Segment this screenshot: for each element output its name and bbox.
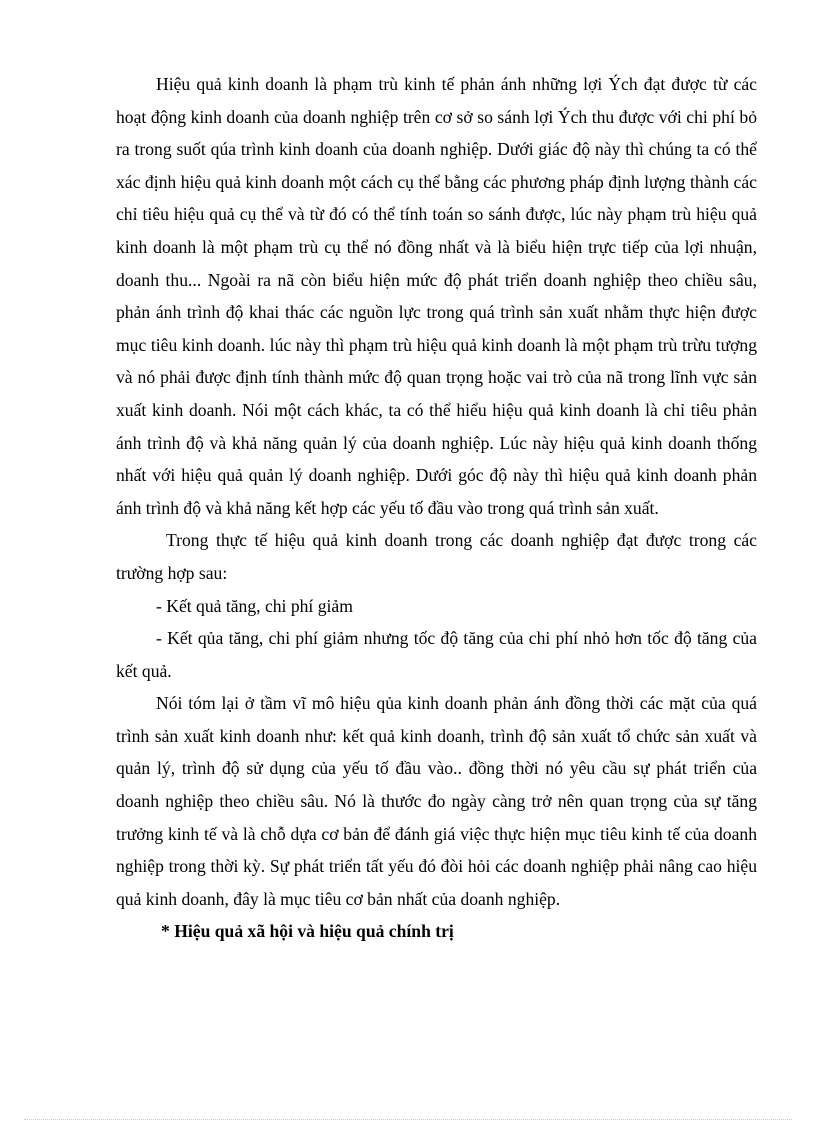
list-item: - Kết quả tăng, chi phí giảm bbox=[156, 595, 353, 616]
page-bottom-border bbox=[24, 1119, 792, 1120]
list-item: - Kết qủa tăng, chi phí giảm nhưng tốc độ tăng của chi phí nhỏ hơn tốc độ tăng của kết quả. bbox=[116, 628, 757, 681]
document-body bbox=[116, 68, 757, 948]
paragraph-business-efficiency-definition: Hiệu quả kinh doanh là phạm trù kinh tế phản ánh những lợi Ých đạt được từ các hoạt động kinh doanh của doanh nghiệp trên cơ sở so sánh lợi Ých thu được với chi phí bỏ ra trong suốt qúa trình kinh doanh của doanh nghiệp. Dưới giác độ này thì chúng ta có thể xác định hiệu quả kinh doanh một cách cụ thể bằng các phương pháp định lượng thành các chỉ tiêu hiệu quả cụ thể và từ đó có thể tính toán so sánh được, lúc này phạm trù hiệu quả kinh doanh là một phạm trù cụ thể nó đồng nhất và là biểu hiện trực tiếp của lợi nhuận, doanh thu... Ngoài ra nã còn biểu hiện mức độ phát triển doanh nghiệp theo chiều sâu, phản ánh trình độ khai thác các nguồn lực trong quá trình sản xuất nhằm thực hiện được mục tiêu kinh doanh. lúc này thì phạm trù hiệu quả kinh doanh là một phạm trù trừu tượng và nó phải được định tính thành mức độ quan trọng hoặc vai trò của nã trong lĩnh vực sản xuất kinh doanh. Nói một cách khác, ta có thể hiểu hiệu quả kinh doanh là chỉ tiêu phản ánh trình độ và khả năng quản lý của doanh nghiệp. Lúc này hiệu quả kinh doanh thống nhất với hiệu quả quản lý doanh nghiệp. Dưới góc độ này thì hiệu quả kinh doanh phản ánh trình độ và khả năng kết hợp các yếu tố đầu vào trong quá trình sản xuất. bbox=[116, 74, 757, 518]
paragraph-practical-cases: Trong thực tế hiệu quả kinh doanh trong các doanh nghiệp đạt được trong các trường hợp sau: bbox=[116, 530, 757, 583]
section-heading: * Hiệu quả xã hội và hiệu quả chính trị bbox=[161, 921, 454, 942]
paragraph-macro-summary: Nói tóm lại ở tầm vĩ mô hiệu qủa kinh doanh phản ánh đồng thời các mặt của quá trình sản xuất kinh doanh như: kết quả kinh doanh, trình độ sản xuất tổ chức sản xuất và quản lý, trình độ sử dụng của yếu tố đầu vào.. đồng thời nó yêu cầu sự phát triển của doanh nghiệp theo chiều sâu. Nó là thước đo ngày càng trở nên quan trọng của sự tăng trưởng kinh tế và là chỗ dựa cơ bản để đánh giá việc thực hiện mục tiêu kinh tế của doanh nghiệp trong thời kỳ. Sự phát triển tất yếu đó đòi hỏi các doanh nghiệp phải nâng cao hiệu quả kinh doanh, đây là mục tiêu cơ bản nhất của doanh nghiệp. bbox=[116, 693, 757, 909]
